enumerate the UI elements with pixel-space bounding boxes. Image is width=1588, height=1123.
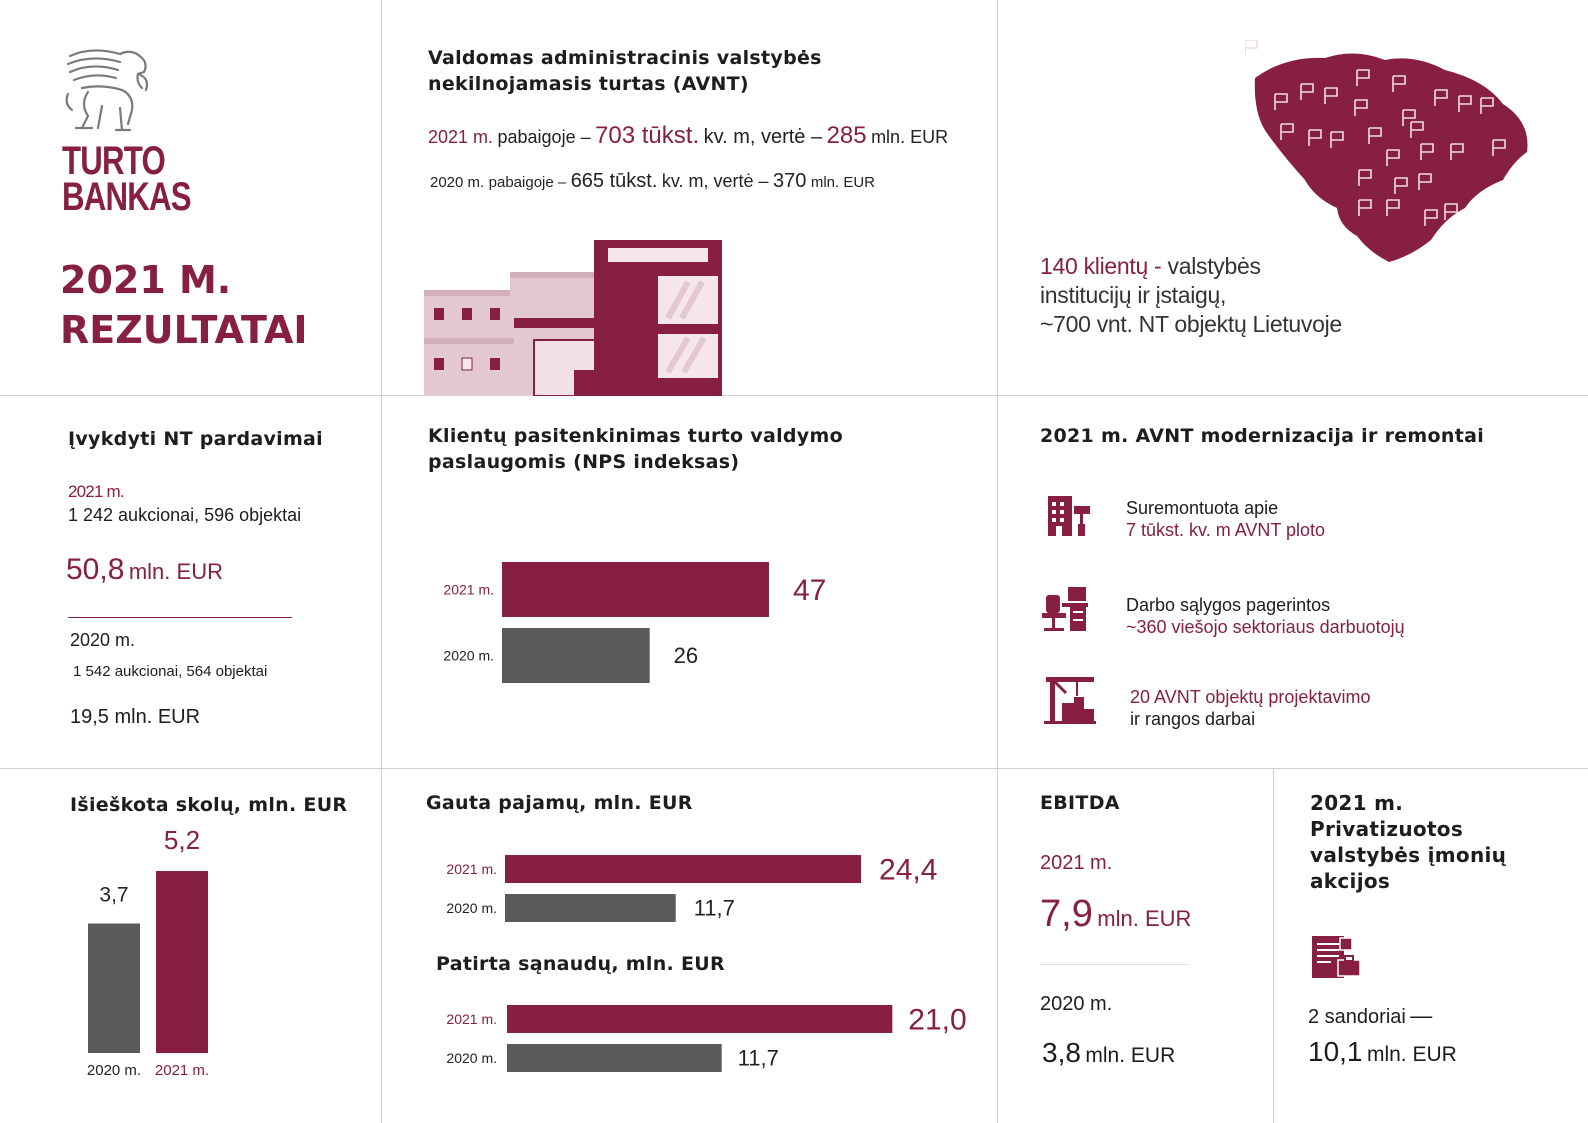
workplace-icon: [1040, 585, 1090, 633]
bar: [156, 871, 208, 1053]
value-label: 11,7: [693, 895, 735, 921]
clients-count: 140 klientų -: [1040, 253, 1162, 279]
bar: [505, 894, 676, 922]
sales-detail-2020: 1 542 aukcionai, 564 objektai: [73, 663, 268, 680]
category-label: 2021 m.: [154, 1062, 210, 1079]
logo-text-turto: TURTO: [62, 139, 165, 183]
sales-heading: Įvykdyti NT pardavimai: [68, 428, 323, 450]
lithuania-map-icon: [1245, 40, 1545, 270]
costs-chart: [420, 995, 980, 1080]
griffin-logo-icon: [62, 44, 162, 136]
category-label: 2020 m.: [86, 1062, 142, 1079]
ebitda-value-2021: 7,9 mln. EUR: [1040, 893, 1192, 935]
divider: [1273, 768, 1274, 1123]
debt-heading: Išieškota skolų, mln. EUR: [70, 794, 348, 816]
modern-heading: 2021 m. AVNT modernizacija ir remontai: [1040, 425, 1485, 447]
category-label: 2021 m.: [446, 1011, 497, 1027]
avnt-row-2020: 2020 m. pabaigoje – 665 tūkst. kv. m, vertė – 370 mln. EUR: [430, 170, 876, 192]
category-label: 2020 m.: [446, 1050, 497, 1066]
value-label: 3,7: [99, 883, 129, 907]
bar: [88, 924, 140, 1054]
nps-heading: Klientų pasitenkinimas turto valdymo paslaugomis (NPS indeksas): [428, 425, 843, 473]
building-illustration-icon: [420, 238, 725, 396]
ebitda-year-2020: 2020 m.: [1040, 993, 1113, 1015]
ebitda-year-2021: 2021 m.: [1040, 852, 1113, 874]
modern-item-2: Darbo sąlygos pagerintos ~360 viešojo sektoriaus darbuotojų: [1126, 595, 1405, 637]
title-line1: 2021 M.: [60, 258, 232, 302]
value-label: 21,0: [908, 1003, 967, 1037]
divider: [381, 0, 382, 1123]
priv-value: 10,1 mln. EUR: [1308, 1036, 1457, 1067]
value-label: 11,7: [737, 1045, 779, 1071]
value-label: 47: [792, 574, 827, 607]
income-heading: Gauta pajamų, mln. EUR: [426, 792, 693, 814]
category-label: 2021 m.: [443, 581, 494, 598]
value-label: 24,4: [879, 853, 938, 887]
title-line2: REZULTATAI: [60, 308, 308, 352]
debt-chart: [60, 830, 260, 1090]
modern-item-1: Suremontuota apie 7 tūkst. kv. m AVNT ploto: [1126, 498, 1326, 540]
logo: [62, 44, 191, 224]
sales-year-2020: 2020 m.: [70, 630, 136, 650]
avnt-heading: Valdomas administracinis valstybės nekilnojamasis turtas (AVNT): [428, 47, 822, 95]
costs-heading: Patirta sąnaudų, mln. EUR: [436, 953, 725, 975]
clients-text: 140 klientų - valstybės institucijų ir įstaigų, ~700 vnt. NT objektų Lietuvoje: [1040, 253, 1342, 337]
nps-chart: [420, 545, 920, 705]
construction-crane-icon: [1042, 673, 1098, 725]
ebitda-heading: EBITDA: [1040, 792, 1120, 814]
value-label: 5,2: [163, 830, 201, 855]
divider: [68, 617, 292, 618]
bar: [502, 628, 650, 683]
value-label: 26: [673, 643, 699, 669]
sales-year-2021: 2021 m.: [68, 482, 124, 501]
page-title: [60, 255, 308, 355]
category-label: 2020 m.: [446, 900, 497, 916]
ebitda-value-2020: 3,8 mln. EUR: [1042, 1037, 1176, 1068]
bar: [507, 1044, 722, 1072]
priv-deals: 2 sandoriai —: [1308, 1003, 1433, 1028]
bar: [502, 562, 769, 617]
logo-text-bankas: BANKAS: [62, 175, 191, 219]
category-label: 2020 m.: [443, 647, 494, 664]
priv-heading: 2021 m. Privatizuotos valstybės įmonių akcijos: [1310, 791, 1507, 893]
divider: [0, 395, 1588, 396]
avnt-row-2021: 2021 m. pabaigoje – 703 tūkst. kv. m, vertė – 285 mln. EUR: [428, 122, 949, 149]
sales-detail-2021: 1 242 aukcionai, 596 objektai: [68, 505, 302, 525]
sales-value-2021: 50,8 mln. EUR: [66, 553, 223, 586]
modern-item-3: 20 AVNT objektų projektavimo ir rangos darbai: [1130, 687, 1371, 729]
bar: [507, 1005, 892, 1033]
category-label: 2021 m.: [446, 861, 497, 877]
divider: [997, 0, 998, 1123]
bar: [505, 855, 861, 883]
shares-document-icon: [1310, 934, 1362, 980]
income-chart: [420, 845, 980, 930]
sales-value-2020: 19,5 mln. EUR: [70, 706, 201, 728]
divider: [0, 768, 1588, 769]
building-renovation-icon: [1044, 492, 1094, 538]
divider: [1040, 964, 1188, 965]
